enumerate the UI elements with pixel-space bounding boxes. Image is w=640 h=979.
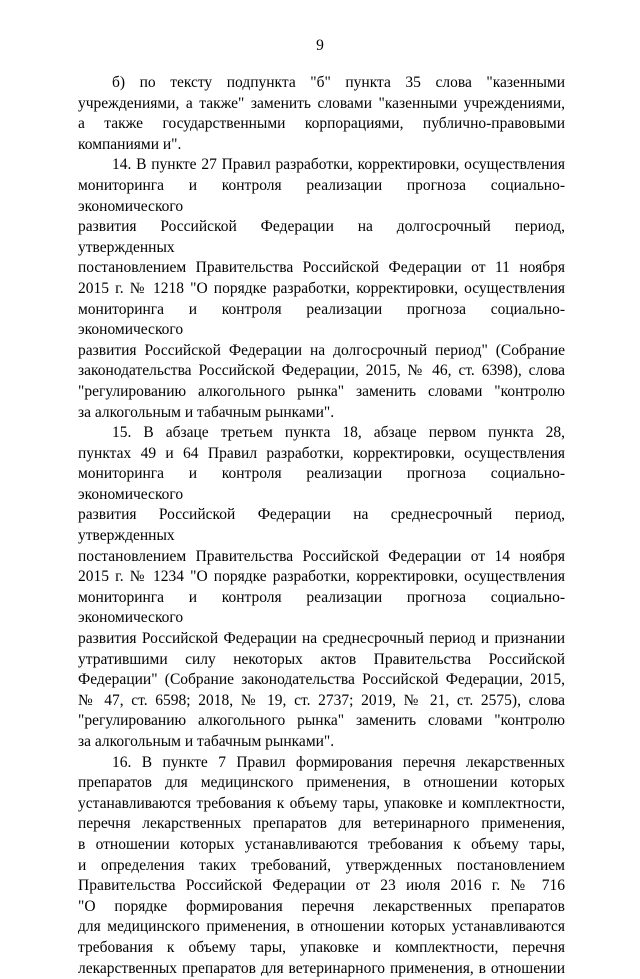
text-line: постановлением Правительства Российской Федерации от 11 ноября (78, 259, 565, 277)
text-line: Федерации" (Собрание законодательства Российской Федерации, 2015, (78, 671, 565, 689)
text-line: развития Российской Федерации на долгосрочный период" (Собрание (78, 341, 565, 359)
paragraph-14 (78, 155, 565, 423)
text-line: мониторинга и контроля реализации прогноза социально-экономического (78, 300, 565, 339)
text-line: б) по тексту подпункта "б" пункта 35 слова "казенными (112, 74, 565, 91)
text-line: 2015 г. № 1234 "О порядке разработки, корректировки, осуществления (78, 568, 565, 586)
document-body (78, 73, 565, 979)
text-line: компаниями и". (78, 135, 182, 153)
paragraph-15 (78, 423, 565, 753)
text-line: устанавливаются требования к объему тары, упаковке и комплектности, (78, 794, 565, 812)
text-line: для медицинского применения, в отношении которых устанавливаются (78, 918, 565, 936)
text-line: мониторинга и контроля реализации прогноза социально-экономического (78, 465, 565, 503)
text-line: а также государственными корпорациями, публично-правовыми (78, 115, 565, 133)
text-line: пунктах 49 и 64 Правил разработки, корректировки, осуществления (78, 444, 565, 462)
text-line: 16. В пункте 7 Правил формирования перечня лекарственных (112, 753, 565, 771)
text-line: учреждениями, а также" заменить словами "казенными учреждениями, (78, 94, 565, 112)
text-line: 2015 г. № 1218 "О порядке разработки, корректировки, осуществления (78, 279, 565, 297)
text-line: 14. В пункте 27 Правил разработки, корректировки, осуществления (112, 156, 565, 174)
paragraph-b (78, 73, 565, 155)
text-line: 15. В абзаце третьем пункта 18, абзаце первом пункта 28, (112, 424, 565, 442)
text-line: в отношении которых устанавливаются требования к объему тары, (78, 835, 565, 853)
text-line: перечня лекарственных препаратов для ветеринарного применения, (78, 815, 565, 833)
text-line: мониторинга и контроля реализации прогноза социально-экономического (78, 176, 565, 215)
text-line: развития Российской Федерации на среднесрочный период и признании (78, 630, 565, 648)
text-line: лекарственных препаратов для ветеринарного применения, в отношении (78, 959, 565, 977)
page-number: 9 (316, 37, 324, 54)
text-line: мониторинга и контроля реализации прогноза социально-экономического (78, 588, 565, 627)
text-line: законодательства Российской Федерации, 2015, № 46, ст. 6398), слова (78, 362, 565, 380)
text-line: развития Российской Федерации на среднесрочный период, утвержденных (78, 506, 565, 545)
text-line: требования к объему тары, упаковке и комплектности, перечня (78, 938, 565, 956)
text-line: развития Российской Федерации на долгосрочный период, утвержденных (78, 218, 565, 256)
text-line: утратившими силу некоторых актов Правительства Российской (78, 650, 565, 668)
text-line: Правительства Российской Федерации от 23 июля 2016 г. № 716 (78, 877, 565, 895)
text-line: постановлением Правительства Российской Федерации от 14 ноября (78, 547, 565, 565)
text-line: "О порядке формирования перечня лекарственных препаратов (78, 897, 565, 915)
text-line: препаратов для медицинского применения, в отношении которых (78, 774, 565, 792)
text-line: "регулированию алкогольного рынка" заменить словами "контролю (78, 382, 565, 400)
text-line: за алкогольным и табачным рынками". (78, 733, 335, 750)
text-line: за алкогольным и табачным рынками". (78, 403, 335, 421)
paragraph-16 (78, 753, 565, 979)
text-line: и определения таких требований, утвержденных постановлением (78, 856, 565, 874)
text-line: "регулированию алкогольного рынка" заменить словами "контролю (78, 712, 565, 730)
text-line: № 47, ст. 6598; 2018, № 19, ст. 2737; 2019, № 21, ст. 2575), слова (78, 691, 565, 709)
